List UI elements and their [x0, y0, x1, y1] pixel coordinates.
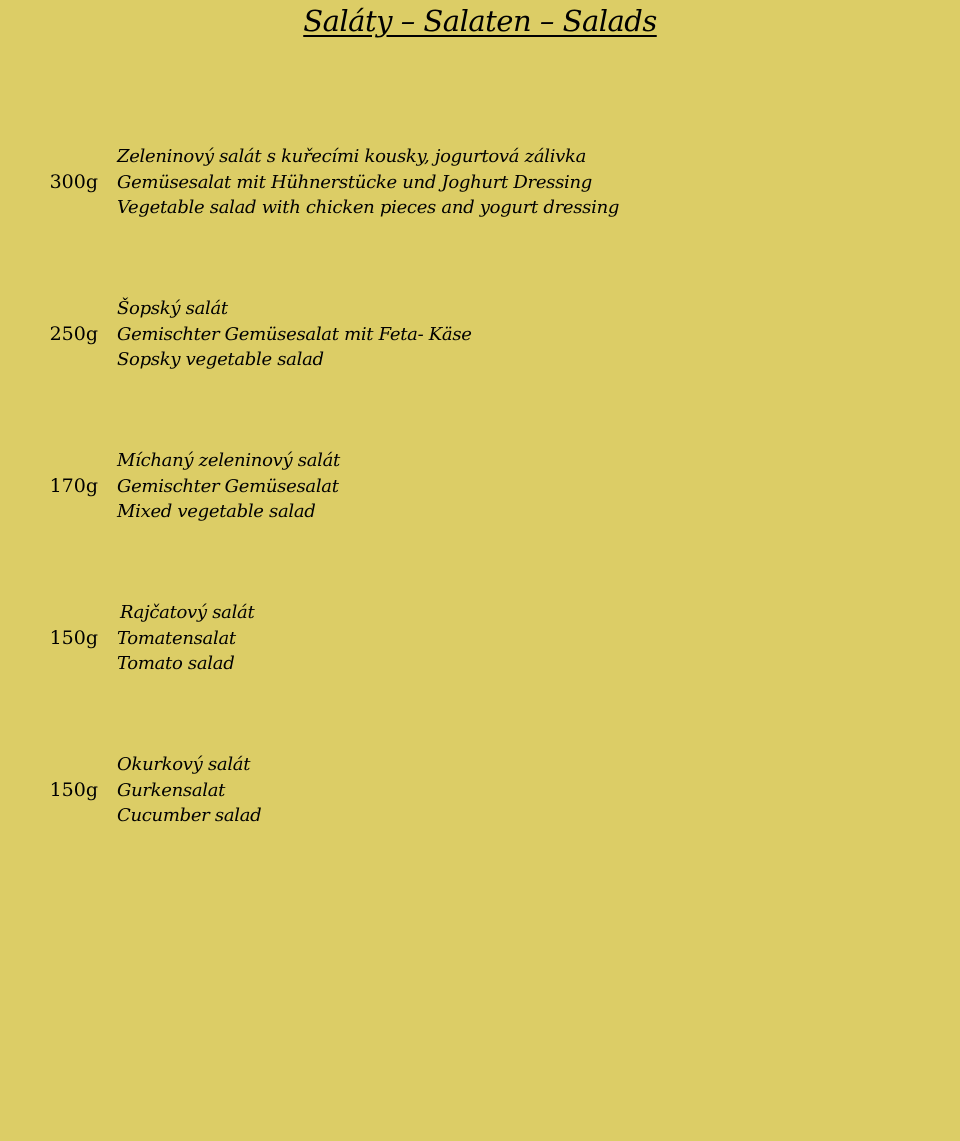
item-name-en: Vegetable salad with chicken pieces and yogurt dressing: [117, 197, 620, 218]
item-names: [117, 752, 261, 829]
item-name-cz: Zeleninový salát s kuřecími kousky, jogurtová zálivka: [117, 146, 587, 167]
page-title: Saláty – Salaten – Salads: [303, 4, 657, 38]
item-name-cz: Rajčatový salát: [120, 602, 255, 623]
item-names: [117, 448, 340, 525]
item-name-de: Gemischter Gemüsesalat mit Feta- Käse: [117, 323, 472, 345]
item-name-cz: Šopský salát: [117, 298, 228, 319]
item-name-de: Gemischter Gemüsesalat: [117, 475, 339, 497]
item-weight: 150g: [49, 627, 98, 649]
item-name-cz: Okurkový salát: [117, 754, 251, 775]
item-name-de: Gurkensalat: [117, 779, 226, 801]
item-names: [117, 600, 254, 677]
item-weight: 150g: [49, 779, 98, 801]
item-name-de: Gemüsesalat mit Hühnerstücke und Joghurt Dressing: [117, 171, 593, 193]
item-weight: 300g: [49, 171, 98, 193]
item-names: [117, 296, 472, 373]
menu-item-cucumber-salad: [0, 752, 960, 830]
menu-item-tomato-salad: [0, 600, 960, 678]
item-weight: 170g: [49, 475, 98, 497]
item-name-en: Sopsky vegetable salad: [117, 349, 324, 370]
item-weight: 250g: [49, 323, 98, 345]
item-name-de: Tomatensalat: [117, 627, 236, 649]
item-name-en: Cucumber salad: [117, 805, 262, 826]
menu-item-sopsky-salad: [0, 296, 960, 374]
item-name-cz: Míchaný zeleninový salát: [117, 450, 340, 471]
item-names: [117, 144, 619, 221]
menu-item-chicken-salad: [0, 144, 960, 222]
menu-item-mixed-salad: [0, 448, 960, 526]
item-name-en: Tomato salad: [117, 653, 235, 674]
item-name-en: Mixed vegetable salad: [117, 501, 316, 522]
